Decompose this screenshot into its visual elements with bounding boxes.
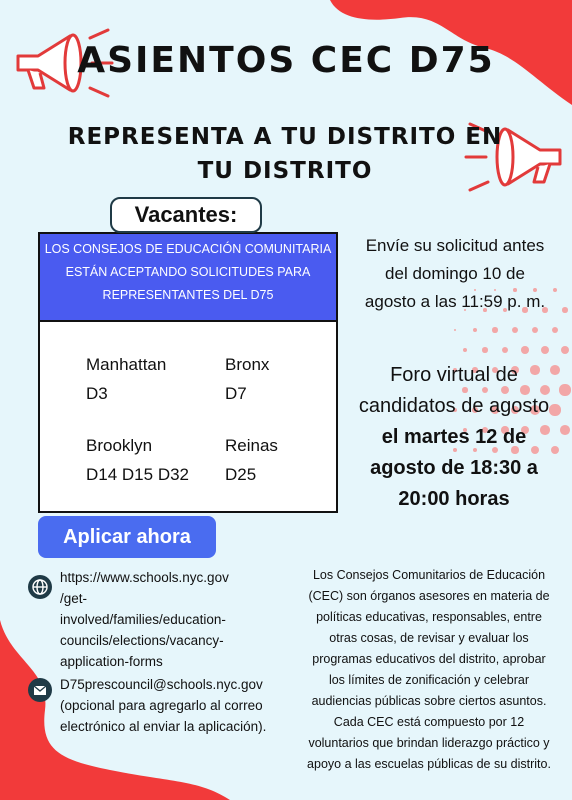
- decor-dot: [473, 328, 477, 332]
- district-brooklyn: [86, 431, 189, 489]
- district-bronx: [225, 350, 269, 408]
- globe-icon: [28, 575, 52, 599]
- decor-dot: [521, 346, 529, 354]
- deadline-line: agosto a las 11:59 p. m.: [364, 292, 546, 311]
- url-line: https://www.schools.nyc.gov: [60, 570, 229, 585]
- description-line: los límites de zonificación y celebrar: [328, 673, 530, 687]
- deadline-line: del domingo 10 de: [385, 264, 525, 283]
- district-reinas: [225, 431, 278, 489]
- description-line: apoyo a las escuelas públicas de su distrito.: [307, 757, 551, 771]
- decor-dot: [454, 329, 457, 332]
- description-line: políticas educativas, responsables, entre: [316, 610, 542, 624]
- decor-dot: [463, 348, 467, 352]
- forum-line: candidatos de agosto: [358, 395, 550, 417]
- decor-dot: [502, 347, 509, 354]
- forum-text: [336, 360, 572, 515]
- district-borough: Manhattan: [86, 355, 167, 374]
- description-line: audiencias públicas sobre ciertos asuntos.: [311, 694, 547, 708]
- website-link[interactable]: [60, 567, 229, 672]
- district-codes: D14 D15 D32: [86, 465, 190, 484]
- deadline-text: [340, 232, 570, 316]
- description-line: (CEC) son órganos asesores en materia de: [308, 589, 550, 603]
- card-header-line: LOS CONSEJOS DE EDUCACIÓN COMUNITARIA: [44, 242, 332, 256]
- district-borough: Reinas: [225, 436, 278, 455]
- vacancies-card: [38, 232, 338, 513]
- decor-dot: [482, 347, 488, 353]
- deadline-line: Envíe su solicitud antes: [365, 236, 545, 255]
- district-codes: D7: [225, 384, 247, 403]
- page-title: ASIENTOS CEC D75: [77, 40, 495, 81]
- forum-line: Foro virtual de: [390, 364, 518, 386]
- decor-dot: [541, 346, 549, 354]
- card-header-line: ESTÁN ACEPTANDO SOLICITUDES PARA: [65, 265, 311, 279]
- email-note: electrónico al enviar la aplicación).: [60, 719, 267, 734]
- decor-dot: [512, 327, 518, 333]
- email-note: (opcional para agregarlo al correo: [60, 698, 263, 713]
- forum-date-line: 20:00 horas: [398, 488, 510, 510]
- forum-date-line: agosto de 18:30 a: [370, 457, 538, 479]
- description-line: programas educativos del distrito, aprobar: [312, 652, 546, 666]
- decor-dot: [532, 327, 539, 334]
- card-header-line: REPRESENTANTES DEL D75: [102, 288, 274, 302]
- district-borough: Brooklyn: [86, 436, 153, 455]
- email-contact: [60, 674, 266, 737]
- decor-dot: [552, 327, 559, 334]
- url-line: application-forms: [60, 654, 163, 669]
- email-link[interactable]: D75prescouncil@schools.nyc.gov: [60, 677, 263, 692]
- url-line: councils/elections/vacancy-: [60, 633, 224, 648]
- decor-dot: [492, 327, 497, 332]
- subtitle: [60, 120, 510, 188]
- mail-icon: [28, 678, 52, 702]
- district-borough: Bronx: [225, 355, 270, 374]
- forum-date-line: el martes 12 de: [381, 426, 527, 448]
- description-line: voluntarios que brindan liderazgo práctico y: [308, 736, 550, 750]
- cec-description: [286, 565, 572, 775]
- decor-dot: [561, 346, 569, 354]
- vacantes-label: Vacantes:: [110, 197, 262, 233]
- district-codes: D3: [86, 384, 108, 403]
- url-line: involved/families/education-: [60, 612, 226, 627]
- description-line: Cada CEC está compuesto por 12: [333, 715, 525, 729]
- description-line: otras cosas, de revisar y evaluar los: [329, 631, 529, 645]
- subtitle-line: REPRESENTA A TU DISTRITO EN: [67, 124, 503, 150]
- url-line: /get-: [60, 591, 88, 606]
- subtitle-line: TU DISTRITO: [197, 158, 373, 184]
- card-header: [40, 234, 336, 322]
- description-line: Los Consejos Comunitarios de Educación: [312, 568, 546, 582]
- apply-now-button[interactable]: Aplicar ahora: [38, 516, 216, 558]
- district-codes: D25: [225, 465, 257, 484]
- district-manhattan: [86, 350, 166, 408]
